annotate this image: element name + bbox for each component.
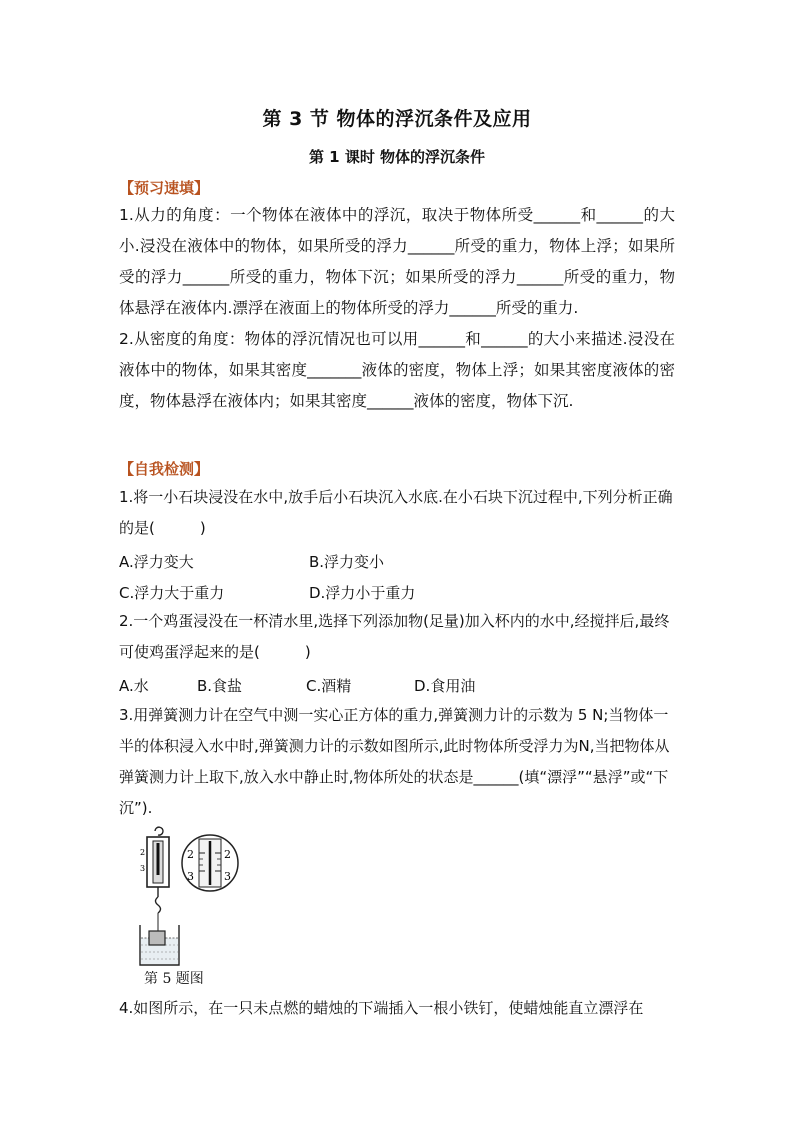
section-heading-preview: 【预习速填】 — [119, 179, 210, 197]
question-2-option-a: A.水 — [119, 677, 149, 695]
question-1-option-c: C.浮力大于重力 — [119, 584, 225, 602]
page-title: 第 3 节 物体的浮沉条件及应用 — [262, 108, 532, 130]
zoom-label-top-left: 2 — [187, 848, 194, 861]
question-4-stem: 4.如图所示，在一只未点燃的蜡烛的下端插入一根小铁钉，使蜡烛能直立漂浮在 — [119, 999, 644, 1017]
zoom-label-bottom-right: 3 — [224, 870, 231, 883]
scale-label-bottom: 3 — [140, 864, 146, 873]
question-1-option-b: B.浮力变小 — [309, 553, 385, 571]
scale-label-top: 2 — [140, 848, 146, 857]
cube-block — [149, 931, 165, 945]
question-1-stem: 1.将一小石块浸没在水中,放手后小石块沉入水底.在小石块下沉过程中,下列分析正确的是( ) — [119, 488, 673, 537]
question-2-option-d: D.食用油 — [414, 677, 476, 695]
question-1-option-a: A.浮力变大 — [119, 553, 194, 571]
question-2-stem: 2.一个鸡蛋浸没在一杯清水里,选择下列添加物(足量)加入杯内的水中,经搅拌后,最终可使鸡蛋浮起来的是( ) — [119, 612, 670, 661]
zoom-label-bottom-left: 3 — [187, 870, 194, 883]
preview-paragraph-1: 1.从力的角度：一个物体在液体中的浮沉，取决于物体所受______和______的大小.浸没在液体中的物体，如果所受的浮力______所受的重力，物体上浮；如果所受的浮力______所受的重力，物体下沉；如果所受的浮力______所受的重力，物体悬浮在液体内.漂浮在液面上的物体所受的浮力______所受的重力. — [119, 206, 675, 317]
spring-scale-figure — [135, 825, 245, 990]
page-subtitle: 第 1 课时 物体的浮沉条件 — [308, 148, 486, 166]
question-2-option-c: C.酒精 — [306, 677, 352, 695]
figure-caption: 第 5 题图 — [144, 971, 204, 987]
question-2-option-b: B.食盐 — [197, 677, 243, 695]
question-1-option-d: D.浮力小于重力 — [309, 584, 416, 602]
scale-bottom-hook — [156, 897, 161, 913]
scale-top-hook — [155, 827, 163, 835]
question-3-stem: 3.用弹簧测力计在空气中测一实心正方体的重力,弹簧测力计的示数为 5 N;当物体一半的体积浸入水中时,弹簧测力计的示数如图所示,此时物体所受浮力为N,当把物体从弹簧测力计上取下,放入水中静止时,物体所处的状态是______(填“漂浮”“悬浮”或“下沉”). — [119, 706, 670, 817]
zoom-label-top-right: 2 — [224, 848, 231, 861]
section-heading-selfcheck: 【自我检测】 — [119, 460, 210, 478]
preview-paragraph-2: 2.从密度的角度：物体的浮沉情况也可以用______和______的大小来描述.浸没在液体中的物体，如果其密度_______液体的密度，物体上浮；如果其密度液体的密度，物体悬浮在液体内；如果其密度______液体的密度，物体下沉. — [119, 330, 675, 410]
